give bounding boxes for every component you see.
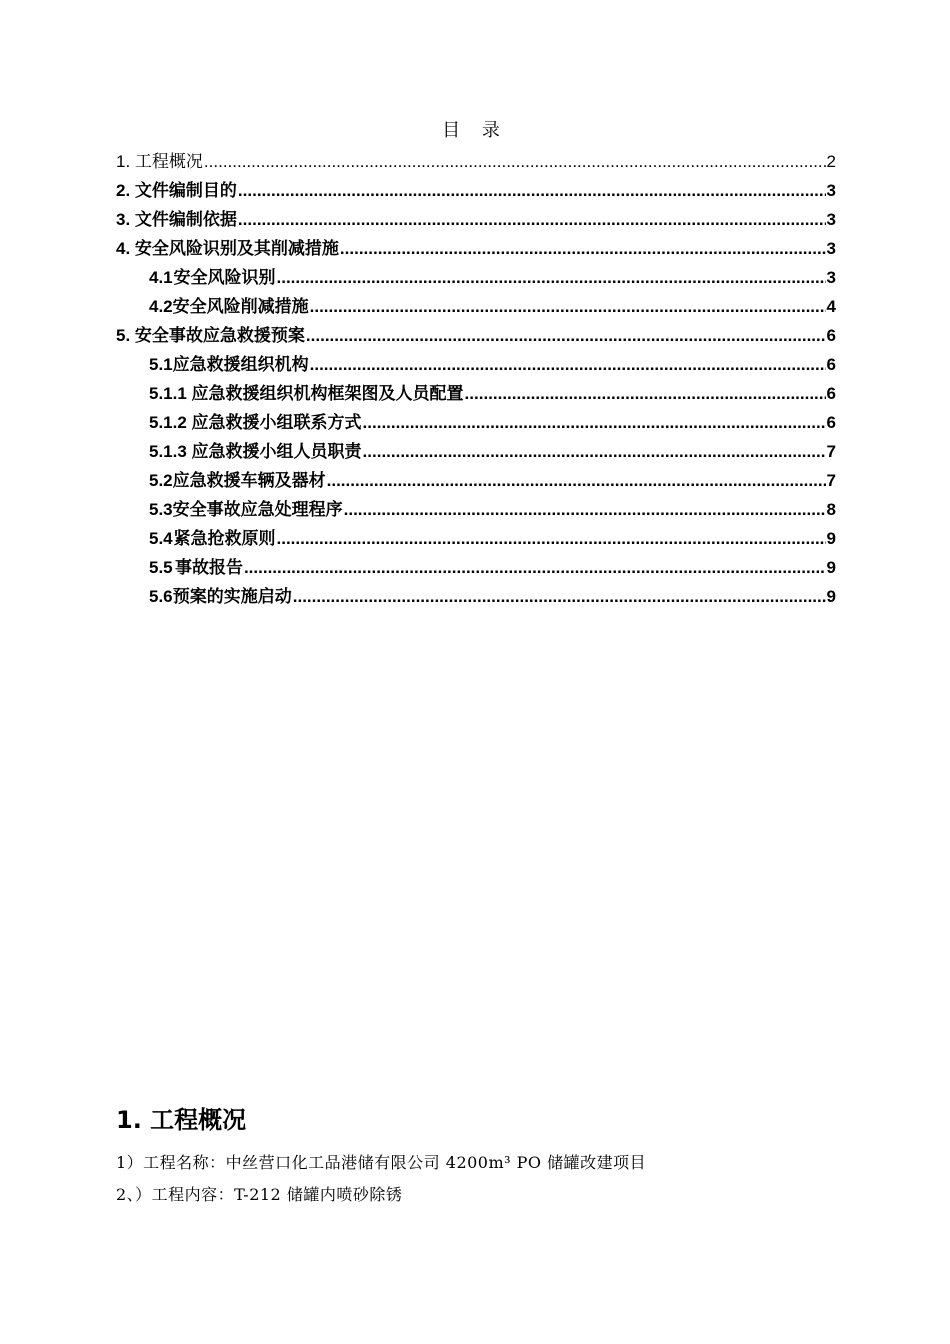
toc-entry-label: 应急救援小组人员职责 [191,442,362,462]
toc-entry-page: 9 [826,558,836,577]
toc-entry-number: 5.2 [149,471,173,490]
toc-entry-label: 紧急抢救原则 [173,529,276,549]
toc-entry-number: 5. [116,326,131,345]
toc-entry-label: 预案的实施启动 [172,587,292,607]
toc-entry[interactable] [116,495,836,524]
toc-entry-page: 6 [826,355,836,374]
toc-entry-number: 5.1.2 [149,413,187,432]
toc-leader-dots [344,495,826,524]
toc-entry-label: 安全事故应急处理程序 [172,500,343,520]
toc-entry-page: 8 [826,500,836,519]
toc-leader-dots [277,263,826,292]
toc-entry-page: 3 [826,239,836,258]
toc-entry-label: 应急救援组织机构框架图及人员配置 [191,384,464,404]
toc-entry[interactable] [116,582,836,611]
toc-entry-label: 应急救援小组联系方式 [191,413,362,433]
section-heading: 1. 工程概况 [116,1106,247,1134]
toc-entry[interactable] [116,437,836,466]
toc-entry-page: 4 [826,297,836,316]
toc-entry[interactable] [116,466,836,495]
toc-entry-number: 2. [116,181,131,200]
toc-entry[interactable] [116,205,836,234]
toc-entry-label: 安全风险削减措施 [172,297,309,317]
toc-leader-dots [310,292,826,321]
toc-entry-page: 9 [826,587,836,606]
toc-entry-number: 4.2 [149,297,173,316]
toc-leader-dots [465,379,826,408]
toc-entry-label: 安全事故应急救援预案 [134,326,305,346]
toc-entry-number: 3. [116,210,131,229]
toc-entry[interactable] [116,147,836,176]
toc-leader-dots [363,437,826,466]
toc-title: 目 录 [442,120,508,141]
toc-entry[interactable] [116,379,836,408]
toc-entry-page: 7 [826,471,836,490]
toc-entry-number: 5.3 [149,500,173,519]
toc-leader-dots [204,147,826,176]
toc-entry-number: 5.6 [149,587,173,606]
toc-entry[interactable] [116,234,836,263]
toc-entry[interactable] [116,553,836,582]
toc-entry-number: 5.5 [149,558,173,577]
toc-entry[interactable] [116,321,836,350]
toc-entry-number: 5.1 [149,355,173,374]
toc-leader-dots [363,408,826,437]
toc-entry-page: 6 [826,326,836,345]
table-of-contents [116,147,836,611]
toc-leader-dots [238,176,826,205]
toc-entry-number: 1. [116,152,131,171]
toc-entry[interactable] [116,263,836,292]
toc-entry-number: 4.1 [149,268,173,287]
toc-entry-label: 文件编制目的 [134,181,237,201]
toc-leader-dots [293,582,826,611]
toc-leader-dots [277,524,826,553]
toc-entry-number: 5.4 [149,529,173,548]
toc-entry-page: 2 [826,152,836,171]
toc-entry-label: 应急救援车辆及器材 [172,471,326,491]
toc-entry-page: 9 [826,529,836,548]
toc-leader-dots [327,466,826,495]
toc-entry-number: 5.1.1 [149,384,187,403]
toc-leader-dots [238,205,826,234]
toc-entry-label: 应急救援组织机构 [172,355,309,375]
project-content-line: 2、）工程内容：T-212 储罐内喷砂除锈 [116,1185,403,1204]
toc-entry-page: 7 [826,442,836,461]
toc-entry[interactable] [116,176,836,205]
toc-entry-label: 安全风险识别及其削减措施 [134,239,339,259]
toc-entry-label: 事故报告 [174,558,243,578]
toc-leader-dots [244,553,826,582]
toc-entry[interactable] [116,350,836,379]
toc-entry[interactable] [116,408,836,437]
project-name-line: 1）工程名称：中丝营口化工品港储有限公司 4200m³ PO 储罐改建项目 [116,1153,647,1172]
toc-entry-number: 4. [116,239,131,258]
toc-leader-dots [310,350,826,379]
toc-entry-page: 6 [826,384,836,403]
toc-entry-page: 6 [826,413,836,432]
toc-entry[interactable] [116,524,836,553]
toc-entry-page: 3 [826,268,836,287]
toc-entry[interactable] [116,292,836,321]
toc-entry-label: 工程概况 [134,152,203,172]
toc-entry-label: 安全风险识别 [173,268,276,288]
toc-entry-page: 3 [826,181,836,200]
toc-leader-dots [306,321,826,350]
toc-leader-dots [340,234,826,263]
toc-entry-number: 5.1.3 [149,442,187,461]
toc-entry-page: 3 [826,210,836,229]
toc-entry-label: 文件编制依据 [134,210,237,230]
